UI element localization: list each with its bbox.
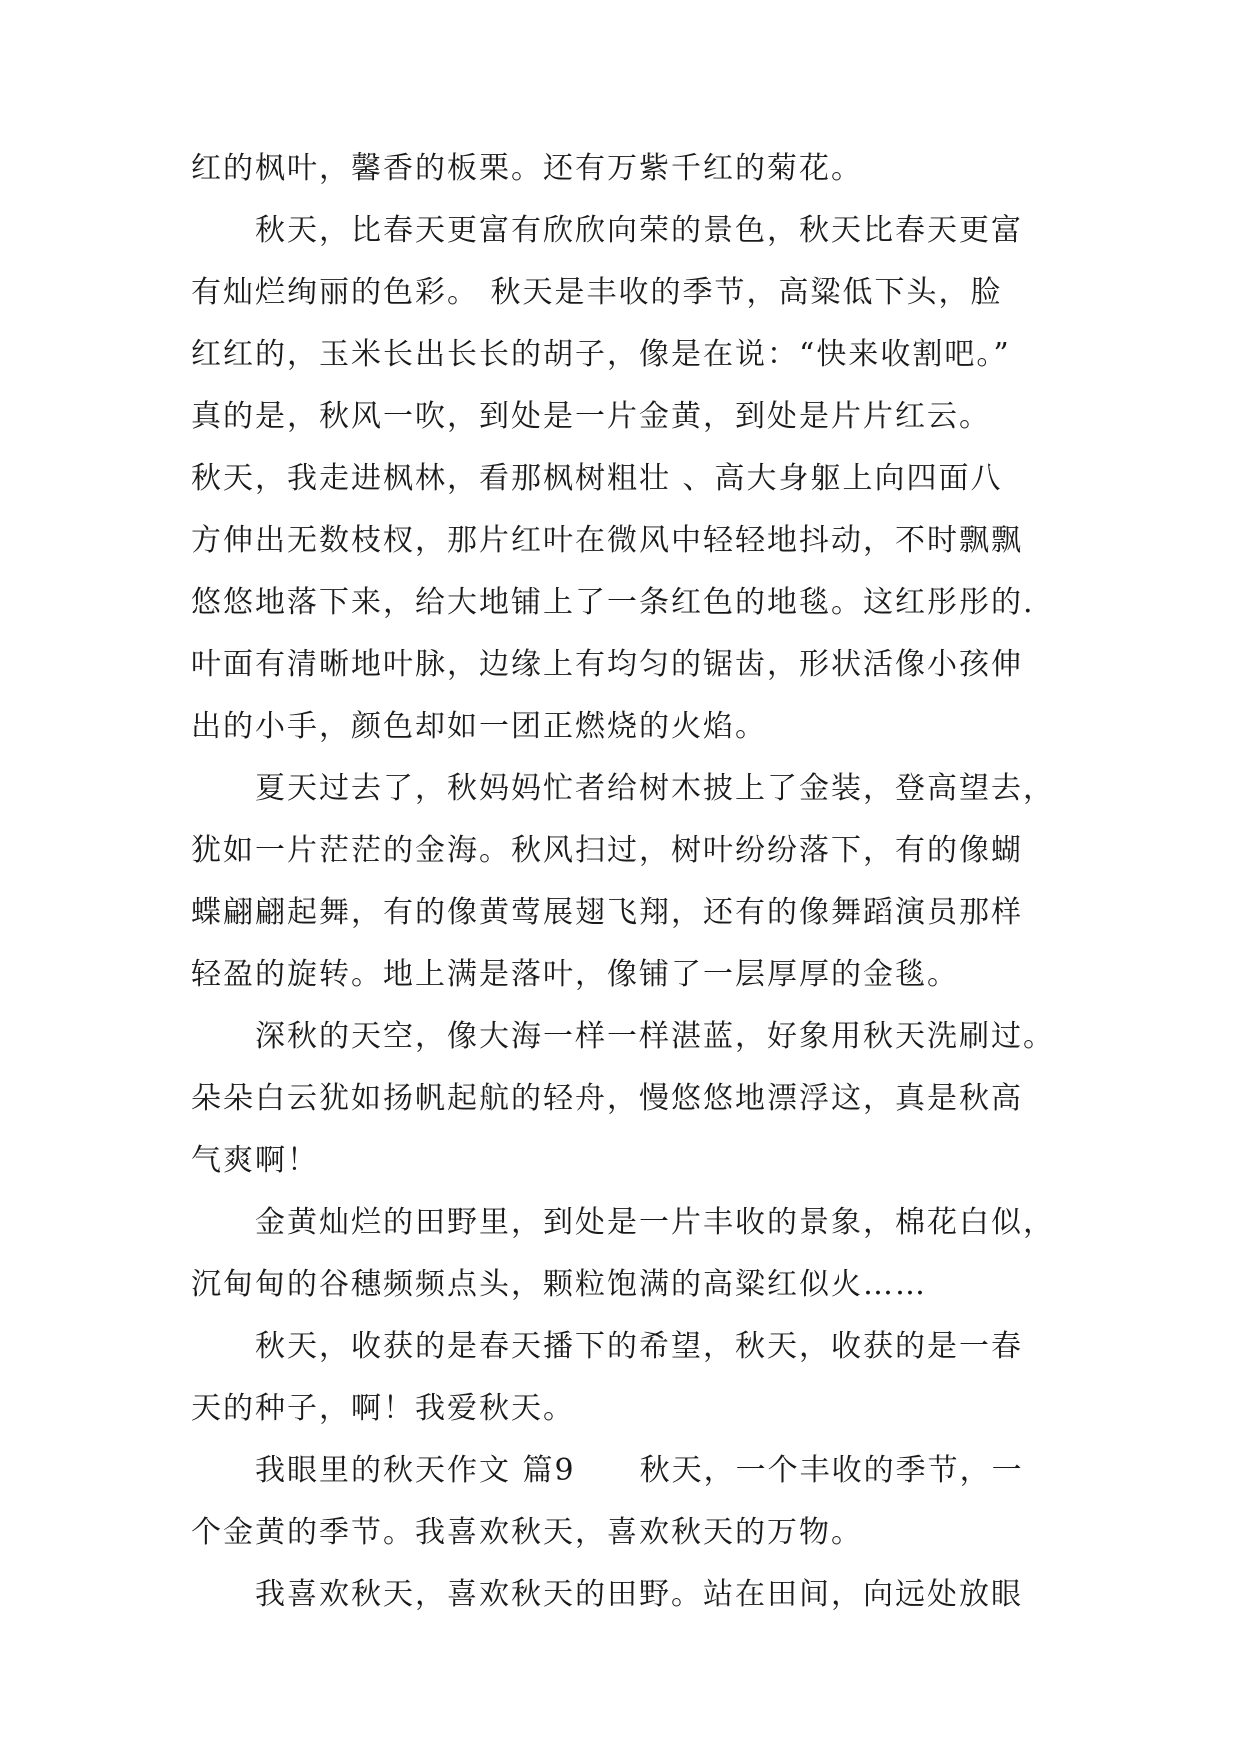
text-line: 红红的，玉米长出长长的胡子，像是在说：“快来收割吧。” [191,337,1011,372]
text-line: 有灿烂绚丽的色彩。 秋天是丰收的季节，高粱低下头，脸 [191,275,1003,310]
text-line: 悠悠地落下来，给大地铺上了一条红色的地毯。这红彤彤的. [191,585,1035,620]
text-line: 我眼里的秋天作文 篇9 秋天，一个丰收的季节，一 [191,1453,1024,1488]
text-line: 我喜欢秋天，喜欢秋天的田野。站在田间，向远处放眼 [191,1577,1023,1612]
text-line: 朵朵白云犹如扬帆起航的轻舟，慢悠悠地漂浮这，真是秋高 [191,1081,1023,1116]
text-line: 蝶翩翩起舞，有的像黄莺展翅飞翔，还有的像舞蹈演员那样 [191,895,1023,930]
text-line: 天的种子，啊！我爱秋天。 [191,1391,575,1426]
text-line: 红的枫叶，馨香的板栗。还有万紫千红的菊花。 [191,151,863,186]
text-line: 犹如一片茫茫的金海。秋风扫过，树叶纷纷落下，有的像蝴 [191,833,1023,868]
text-line: 金黄灿烂的田野里，到处是一片丰收的景象，棉花白似， [191,1205,1055,1240]
text-line: 秋天，我走进枫林，看那枫树粗壮 、高大身躯上向四面八 [191,461,1003,496]
text-line: 个金黄的季节。我喜欢秋天，喜欢秋天的万物。 [191,1515,863,1550]
text-line: 夏天过去了，秋妈妈忙者给树木披上了金装，登高望去， [191,771,1055,806]
text-line: 真的是，秋风一吹，到处是一片金黄，到处是片片红云。 [191,399,991,434]
text-line: 轻盈的旋转。地上满是落叶，像铺了一层厚厚的金毯。 [191,957,959,992]
text-line: 叶面有清晰地叶脉，边缘上有均匀的锯齿，形状活像小孩伸 [191,647,1023,682]
text-line: 气爽啊！ [191,1143,319,1178]
text-line: 秋天，比春天更富有欣欣向荣的景色，秋天比春天更富 [191,213,1023,248]
text-line: 方伸出无数枝杈，那片红叶在微风中轻轻地抖动，不时飘飘 [191,523,1023,558]
text-line: 秋天，收获的是春天播下的希望，秋天，收获的是一春 [191,1329,1023,1364]
text-line: 出的小手，颜色却如一团正燃烧的火焰。 [191,709,767,744]
text-line: 沉甸甸的谷穗频频点头，颗粒饱满的高粱红似火…… [191,1267,927,1302]
text-line: 深秋的天空，像大海一样一样湛蓝，好象用秋天洗刷过。 [191,1019,1055,1054]
